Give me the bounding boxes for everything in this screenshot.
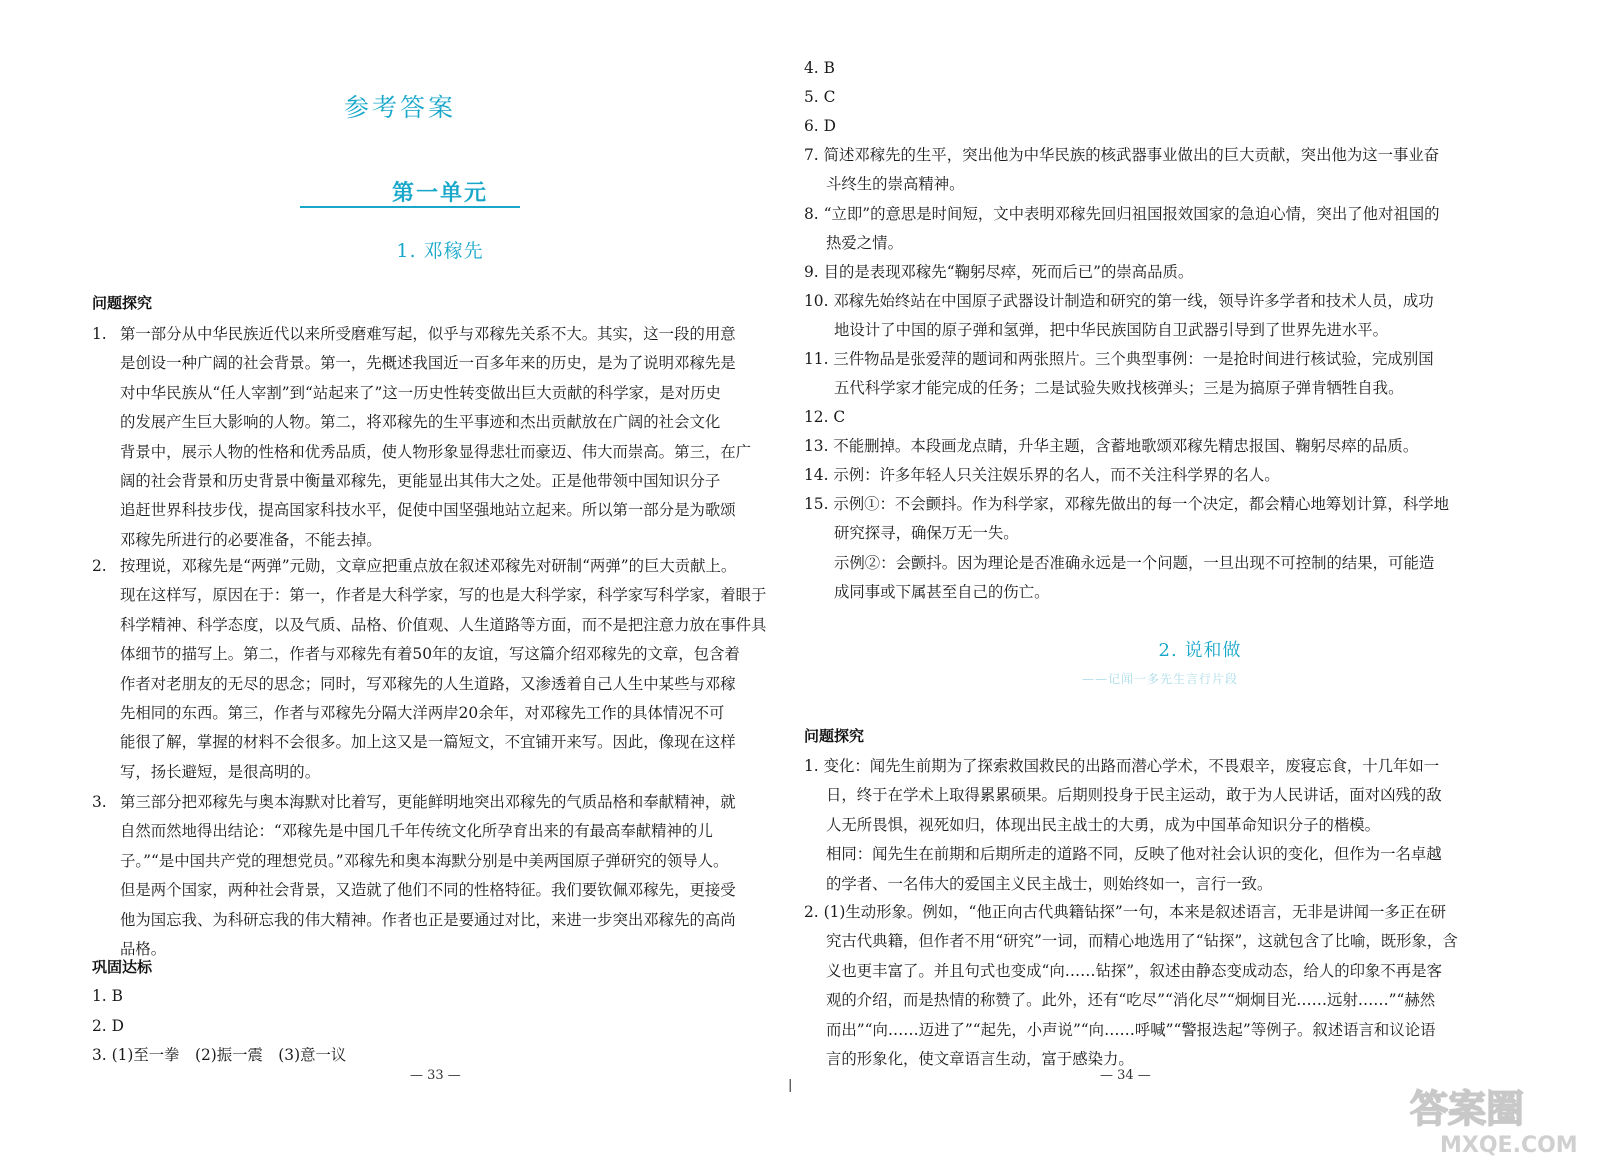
answer-4: 4. B [804, 59, 835, 77]
answer-line: 地设计了中国的原子弹和氢弹，把中华民族国防自卫武器引导到了世界先进水平。 [834, 321, 1389, 340]
answer-line: 究古代典籍，但作者不用“研究”一词，而精心地选用了“钻探”，这就包含了比喻，既形象，含 [826, 932, 1458, 951]
answer-line: 但是两个国家，两种社会背景，又造就了他们不同的性格特征。我们要钦佩邓稼先，更接受 [120, 881, 736, 900]
answer-q2-number: 2. [92, 557, 107, 575]
answer-q1-number: 1. [92, 325, 107, 343]
answer-line: 观的介绍，而是热情的称赞了。此外，还有“吃尽”“消化尽”“炯炯目光……远射……”“赫然 [826, 991, 1436, 1010]
answer-line: 第一部分从中华民族近代以来所受磨难写起，似乎与邓稼先关系不大。其实，这一段的用意 [120, 325, 736, 343]
answer-line: 成同事或下属甚至自己的伤亡。 [834, 583, 1050, 602]
answer-b2 [804, 898, 1464, 1074]
answer-line: 现在这样写，原因在于：第一，作者是大科学家，写的也是大科学家，科学家写科学家，着眼于 [120, 586, 767, 605]
right-page [800, 0, 1600, 1160]
answer-line: 作者对老朋友的无尽的思念；同时，写邓稼先的人生道路，又渗透着自己人生中某些与邓稼 [120, 674, 736, 693]
answer-consolidation-2: 2. D [92, 1017, 124, 1035]
answer-line: 10. 邓稼先始终站在中国原子武器设计制造和研究的第一线，领导许多学者和技术人员，成功 [804, 292, 1434, 310]
answer-line: 他为国忘我、为科研忘我的伟大精神。作者也正是要通过对比，来进一步突出邓稼先的高尚 [120, 910, 736, 929]
answer-line: 示例②：会颤抖。因为理论是否准确永远是一个问题，一旦出现不可控制的结果，可能造 [834, 553, 1435, 572]
lesson-title: 1. 邓稼先 [396, 240, 484, 262]
answer-line: 是创设一种广阔的社会背景。第一，先概述我国近一百多年来的历史，是为了说明邓稼先是 [120, 354, 736, 373]
answer-15 [804, 490, 1464, 608]
answer-line: 7. 简述邓稼先的生平，突出他为中华民族的核武器事业做出的巨大贡献，突出他为这一事业奋 [804, 146, 1440, 164]
answer-consolidation-3: 3. (1)至一拳 (2)振一震 (3)意一议 [92, 1046, 347, 1064]
main-title: 参考答案 [343, 93, 456, 122]
watermark-url: MXQE.COM [1440, 1133, 1578, 1158]
answer-q3 [92, 788, 780, 964]
answer-q1 [92, 320, 780, 555]
answer-line: 热爱之情。 [826, 234, 903, 253]
answer-line: 自然而然地得出结论：“邓稼先是中国几千年传统文化所孕育出来的有最高奉献精神的儿 [120, 822, 713, 841]
answer-consolidation-1: 1. B [92, 987, 123, 1005]
answer-line: 相同：闻先生在前期和后期所走的道路不同，反映了他对社会认识的变化，但作为一名卓越 [826, 845, 1442, 864]
answer-14: 14. 示例：许多年轻人只关注娱乐界的名人，而不关注科学界的名人。 [804, 466, 1280, 484]
answer-line: 日，终于在学术上取得累累硕果。后期则投身于民主运动，敢于为人民讲话，面对凶残的敌 [826, 786, 1442, 805]
page-number-left: — 33 — [410, 1068, 461, 1083]
answer-line: 按理说，邓稼先是“两弹”元勋，文章应把重点放在叙述邓稼先对研制“两弹”的巨大贡献上。 [120, 557, 737, 575]
answer-line: 子。”“是中国共产党的理想党员。”邓稼先和奥本海默分别是中美两国原子弹研究的领导人。 [120, 851, 729, 870]
answer-line: 写，扬长避短，是很高明的。 [120, 762, 321, 781]
answer-line: 斗终生的崇高精神。 [826, 175, 965, 194]
answer-line: 研究探寻，确保万无一失。 [834, 524, 1019, 543]
answer-line: 言的形象化，使文章语言生动，富于感染力。 [826, 1050, 1134, 1069]
answer-b1 [804, 752, 1464, 899]
answer-8 [804, 200, 1464, 259]
answer-line: 15. 示例①：不会颤抖。作为科学家，邓稼先做出的每一个决定，都会精心地筹划计算，科学地 [804, 495, 1449, 513]
unit-title: 第一单元 [391, 180, 488, 206]
answer-line: 能很了解，掌握的材料不会很多。加上这又是一篇短文，不宜铺开来写。因此，像现在这样 [120, 733, 736, 752]
answer-6: 6. D [804, 117, 836, 135]
answer-line: 科学精神、科学态度，以及气质、品格、价值观、人生道路等方面，而不是把注意力放在事件具 [120, 615, 767, 634]
unit-title-underline [300, 206, 520, 208]
answer-line: 先相同的东西。第三，作者与邓稼先分隔大洋两岸20余年，对邓稼先工作的具体情况不可 [120, 704, 725, 723]
answer-10 [804, 287, 1464, 346]
answer-q2 [92, 552, 780, 787]
watermark-logo-text: 答案圈 [1410, 1087, 1525, 1131]
answer-line: 阔的社会背景和历史背景中衡量邓稼先，更能显出其伟大之处。正是他带领中国知识分子 [120, 472, 721, 491]
answer-line: 第三部分把邓稼先与奥本海默对比着写，更能鲜明地突出邓稼先的气质品格和奉献精神，就 [120, 793, 736, 811]
answer-line: 追赶世界科技步伐，提高国家科技水平，促使中国坚强地站立起来。所以第一部分是为歌颂 [120, 501, 736, 520]
page-number-right: — 34 — [1100, 1068, 1151, 1083]
section-heading-inquiry-2: 问题探究 [804, 727, 865, 745]
answer-line: 义也更丰富了。并且句式也变成“向……钻探”，叙述由静态变成动态，给人的印象不再是客 [826, 961, 1442, 980]
left-page [0, 0, 800, 1160]
section-heading-inquiry: 问题探究 [92, 294, 153, 312]
answer-line: 而出”“向……迈进了”“起先，小声说”“向……呼喊”“警报迭起”等例子。叙述语言和议论语 [826, 1020, 1436, 1039]
answer-line: 品格。 [120, 940, 167, 959]
watermark-logo [1400, 1080, 1590, 1158]
answer-line: 8. “立即”的意思是时间短，文中表明邓稼先回归祖国报效国家的急迫心情，突出了他对祖国的 [804, 205, 1440, 223]
answer-line: 体细节的描写上。第二，作者与邓稼先有着50年的友谊，写这篇介绍邓稼先的文章，包含着 [120, 645, 740, 664]
answer-line: 的学者、一名伟大的爱国主义民主战士，则始终如一，言行一致。 [826, 874, 1273, 893]
answer-line: 2. (1)生动形象。例如，“他正向古代典籍钻探”一句，本来是叙述语言，无非是讲闻一多正在研 [804, 903, 1446, 921]
lesson2-subtitle: ——记闻一多先生言行片段 [1081, 672, 1238, 686]
answer-line: 1. 变化：闻先生前期为了探索救国救民的出路而潜心学术，不畏艰辛，废寝忘食，十几年如一 [804, 757, 1440, 775]
answer-line: 对中华民族从“任人宰割”到“站起来了”这一历史性转变做出巨大贡献的科学家，是对历史 [120, 383, 721, 402]
answer-5: 5. C [804, 88, 836, 106]
answer-7 [804, 141, 1464, 200]
answer-line: 11. 三件物品是张爱萍的题词和两张照片。三个典型事例：一是抢时间进行核试验，完成别国 [804, 350, 1434, 368]
answer-line: 人无所畏惧，视死如归，体现出民主战士的大勇，成为中国革命知识分子的楷模。 [826, 815, 1381, 834]
lesson2-title: 2. 说和做 [1158, 640, 1242, 661]
answer-line: 邓稼先所进行的必要准备，不能去掉。 [120, 530, 382, 549]
answer-line: 的发展产生巨大影响的人物。第二，将邓稼先的生平事迹和杰出贡献放在广阔的社会文化 [120, 413, 721, 432]
section-heading-consolidation: 巩固达标 [92, 958, 153, 976]
answer-9: 9. 目的是表现邓稼先“鞠躬尽瘁，死而后已”的崇高品质。 [804, 263, 1194, 281]
answer-line: 五代科学家才能完成的任务；二是试验失败找核弹头；三是为搞原子弹肯牺牲自我。 [834, 379, 1404, 398]
page-divider-mark: | [788, 1078, 793, 1093]
answer-12: 12. C [804, 408, 846, 426]
answer-line: 背景中，展示人物的性格和优秀品质，使人物形象显得悲壮而豪迈、伟大而崇高。第三，在广 [120, 442, 752, 461]
answer-q3-number: 3. [92, 793, 107, 811]
answer-13: 13. 不能删掉。本段画龙点睛，升华主题，含蓄地歌颂邓稼先精忠报国、鞠躬尽瘁的品质。 [804, 437, 1419, 455]
answer-11 [804, 345, 1464, 404]
